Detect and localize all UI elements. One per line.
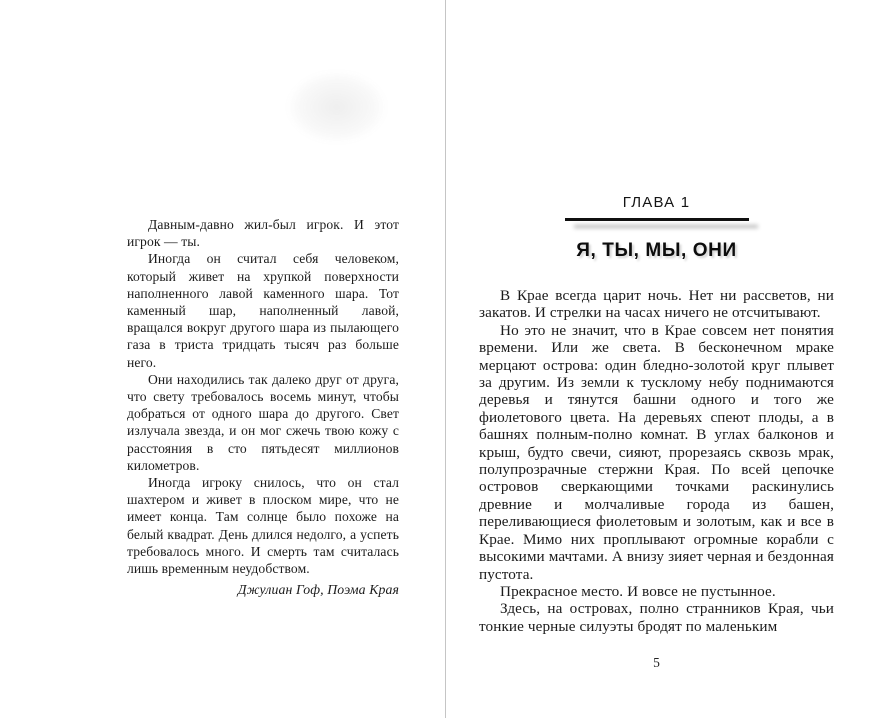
- page-smudge-stain: [272, 60, 407, 158]
- left-page: [0, 0, 445, 718]
- chapter-rule-line: [565, 218, 749, 221]
- page-number: 5: [653, 655, 660, 670]
- right-page: [446, 0, 895, 718]
- epigraph-block: [127, 216, 399, 598]
- epigraph-attribution: Джулиан Гоф, Поэма Края: [237, 582, 399, 598]
- chapter-body: [479, 287, 834, 635]
- epigraph-paragraph: Иногда он считал себя человеком, который живет на хрупкой поверхности наполненного лавой каменного шара. Тот каменный шар, наполненный лавой, вращался вокруг другого шара из пылающего газа в триста тридцать тысяч раз больше него.: [127, 251, 399, 370]
- epigraph-paragraph: Давным-давно жил-был игрок. И этот игрок — ты.: [127, 217, 399, 250]
- chapter-label: ГЛАВА 1: [622, 194, 691, 211]
- epigraph-paragraph: Иногда игроку снилось, что он стал шахтером и живет в плоском мире, что не имеет конца. Там солнце было похоже на белый квадрат. День длился недолго, а успеть требовалось много. И смерть там считалась лишь временным неудобством.: [127, 475, 399, 577]
- body-paragraph: Но это не значит, что в Крае совсем нет понятия времени. Или же света. В бесконечном мраке мерцают острова: один бледно-золотой круг плывет за другим. Из земли к тусклому небу поднимаются деревья и тянутся башни одного и того же фиолетового цвета. На деревьях спеют плоды, а в башнях полным-полно комнат. В углах балконов и крыш, будто свечи, сияют, прорезаясь сквозь мрак, полупрозрачные стержни Края. По всей цепочке островов сверкающими точками раскинулись древние и молчаливые города из башен, переливающиеся фиолетовым и золотым, как и все в Крае. Мимо них проплывают огромные корабли с высокими мачтами. А внизу зияет черная и бездонная пустота.: [479, 321, 834, 583]
- chapter-title: Я, ТЫ, МЫ, ОНИ: [576, 240, 737, 261]
- epigraph-paragraph: Они находились так далеко друг от друга, что свету требовалось восемь минут, чтобы добраться от одного шара до другого. Свет излучала звезда, и он мог сжечь твою кожу с расстояния в сто пятьдесят миллионов километров.: [127, 371, 399, 473]
- body-paragraph: Прекрасное место. И вовсе не пустынное.: [500, 582, 776, 600]
- chapter-block: [479, 194, 834, 635]
- body-paragraph: Здесь, на островах, полно странников Края, чьи тонкие черные силуэты бродят по маленьким: [479, 600, 834, 635]
- body-paragraph: В Крае всегда царит ночь. Нет ни рассветов, ни закатов. И стрелки на часах ничего не отсчитывают.: [479, 287, 834, 322]
